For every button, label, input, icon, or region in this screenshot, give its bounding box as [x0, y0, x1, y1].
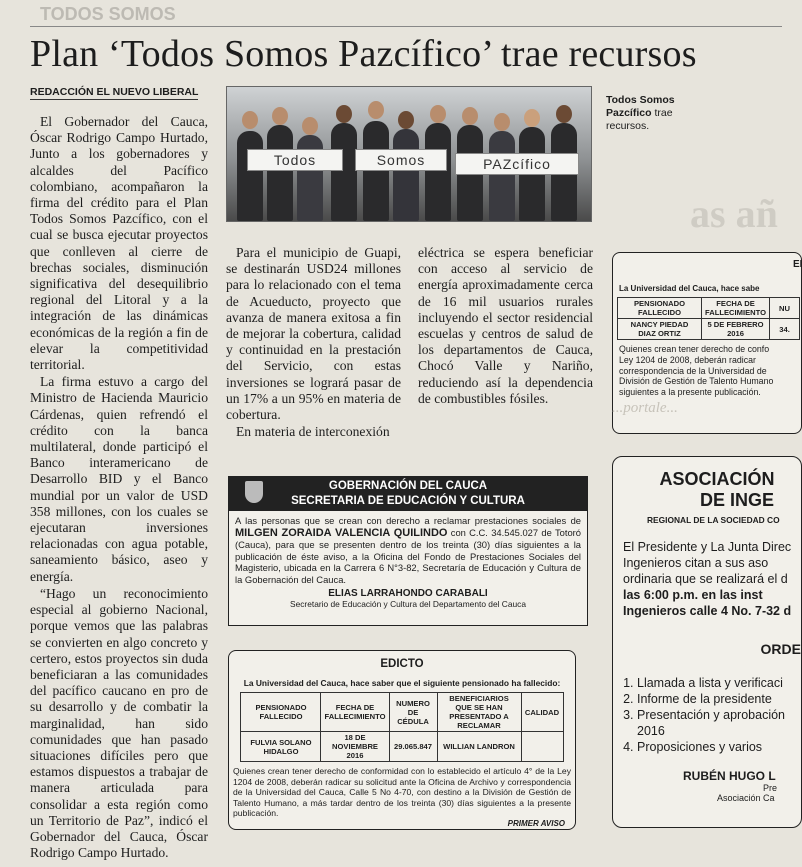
gobernacion-body [229, 511, 587, 585]
asociacion-notice [612, 456, 802, 828]
article-photo [226, 86, 592, 222]
caption-bold: Todos Somos Pazcífico [606, 94, 675, 119]
table-header: PENSIONADO FALLECIDO [618, 298, 702, 319]
right-edicto-line: Ley 1204 de 2008, deberán radicar [619, 354, 756, 365]
asociacion-subtitle: REGIONAL DE LA SOCIEDAD CO [647, 515, 780, 525]
gobernacion-subtitle: SECRETARIA DE EDUCACIÓN Y CULTURA [291, 495, 525, 507]
background-ghost-text: as añ [690, 191, 778, 236]
article-paragraph: El Gobernador del Cauca, Óscar Rodrigo Campo Hurtado, Junto a los gobernadores y alcaldes del Pacífico colombiano, acompañaron la firma del crédito para el Plan Todos Somos Pazcífico, con el cual se busca ejecutar proyectos que conlleven al cierre de brechas sociales, disminución significativa del desequilibrio regional del Litoral y a la integración de las dinámicas económicas de la región a fin de elevar la competitividad territorial. [30, 114, 208, 373]
table-cell: FULVIA SOLANO HIDALGO [241, 732, 321, 762]
gobernacion-name: MILGEN ZORAIDA VALENCIA QUILINDO [235, 526, 448, 539]
gobernacion-title: GOBERNACIÓN DEL CAUCA [328, 480, 488, 492]
article-paragraph: Para el municipio de Guapi, se destinarán USD24 millones para lo relacionado con el tema de Acueducto, proyecto que avanza de manera exitosa a fin de mejorar la cobertura, calidad y continuidad en la prestación del Servicio, con estas inversiones se logrará pasar de un 17% a un 95% en materia de cobertura. [226, 245, 401, 423]
table-cell: NANCY PIEDAD DIAZ ORTIZ [618, 319, 702, 340]
right-edicto-table [617, 297, 800, 340]
asociacion-signer: RUBÉN HUGO L [683, 769, 776, 783]
right-edicto-line: Quienes crean tener derecho de confo [619, 344, 770, 354]
asociacion-line: ordinaria que se realizará el d [623, 572, 788, 586]
gobernacion-signer-role: Secretario de Educación y Cultura del Departamento del Cauca [289, 599, 527, 609]
edicto-notice [228, 650, 576, 830]
table-header: NU [770, 298, 800, 319]
table-cell: 34. [770, 319, 800, 340]
edicto-table [240, 692, 563, 762]
article-column-3 [418, 245, 593, 408]
asociacion-line-bold: las 6:00 p.m. en las inst [623, 588, 763, 602]
list-item: 2. Informe de la presidente [637, 691, 801, 707]
list-item: 3. Presentación y aprobación [637, 707, 801, 723]
article-paragraph: eléctrica se espera beneficiar con acceso al servicio de energía aproximadamente cerca de 16 mil usuarios rurales incluyendo el sector residencial escuelas y centros de salud de los departamentos de Cauca, Chocó Valle y Nariño, reduciendo así la dependencia de combustibles fósiles. [418, 245, 593, 406]
table-header: FECHA DE FALLECIMIENTO [321, 693, 389, 732]
table-header: PENSIONADO FALLECIDO [241, 693, 321, 732]
table-cell: 18 DE NOVIEMBRE 2016 [321, 732, 389, 762]
right-edicto-intro: La Universidad del Cauca, hace sabe [619, 284, 760, 293]
article-paragraph: En materia de interconexión [236, 424, 390, 440]
table-header: BENEFICIARIOS QUE SE HAN PRESENTADO A RECLAMAR [437, 693, 521, 732]
asociacion-role: Pre [763, 783, 778, 793]
photo-caption [606, 94, 696, 133]
shield-icon [245, 481, 263, 503]
list-item-continuation: 2016 [637, 724, 665, 738]
edicto-footer: PRIMER AVISO [507, 818, 565, 828]
table-cell: WILLIAN LANDRON [437, 732, 521, 762]
table-cell [521, 732, 563, 762]
gobernacion-text-a: A las personas que se crean con derecho a reclamar prestaciones sociales de [235, 515, 581, 526]
article-paragraph: La firma estuvo a cargo del Ministro de Hacienda Mauricio Cárdenas, quien refrendó el crédito con la banca multilateral, donde participó el Banco interamericano de Desarrollo BID y el Banco mundial por un valor de USD 358 millones, con los cuales se ejecutaran inversiones relacionadas con agua potable, saneamiento básico, aseo y energía. [30, 374, 208, 584]
photo-banner-somos: Somos [355, 149, 447, 171]
gobernacion-notice [228, 476, 588, 626]
top-rule [30, 26, 782, 27]
table-header: NUMERO DE CÉDULA [389, 693, 437, 732]
article-column-1 [30, 114, 208, 862]
asociacion-line: El Presidente y La Junta Direc [623, 540, 792, 554]
asociacion-title-1: ASOCIACIÓN [659, 469, 775, 489]
table-cell: 29.065.847 [389, 732, 437, 762]
asociacion-orden: ORDE [760, 641, 801, 657]
asociacion-line: Ingenieros citan a sus aso [623, 556, 769, 570]
edicto-title: EDICTO [380, 658, 424, 670]
right-edicto-line: División de Gestión de Talento Humano [619, 376, 774, 387]
photo-banner-todos: Todos [247, 149, 343, 171]
asociacion-title-2: DE INGE [699, 490, 774, 510]
article-column-2 [226, 245, 401, 441]
table-header-row [241, 693, 563, 732]
masthead-ghost: TODOS SOMOS [40, 4, 176, 24]
gobernacion-header [229, 477, 587, 511]
edicto-intro: La Universidad del Cauca, hace saber que el siguiente pensionado ha fallecido: [243, 678, 561, 688]
list-item: 4. Proposiciones y varios [637, 739, 801, 755]
right-edicto-line: correspondencia de la Universidad de [619, 365, 767, 376]
headline: Plan ‘Todos Somos Pazcífico’ trae recursos [30, 33, 697, 75]
asociacion-body [613, 525, 801, 619]
background-ghost-text-2: ...portale... [612, 400, 678, 416]
gobernacion-signer: ELIAS LARRAHONDO CARABALI [328, 588, 488, 599]
caption-rest: trae recursos. [606, 107, 673, 132]
table-cell: 5 DE FEBRERO 2016 [702, 319, 770, 340]
gobernacion-text-b: con C.C. 34.545.027 de Totoró (Cauca), para que se presenten dentro de los treinta (30) días siguientes a la publicación de éste aviso, a la Oficina del Fondo de Prestaciones Sociales del Magisterio, ubicada en la Carrera 6 N°3-82, Secretaría de Educación y Cultura de la Gobernación del Cauca. [235, 526, 581, 585]
table-header-row [618, 298, 800, 319]
table-row [241, 732, 563, 762]
byline: REDACCIÓN EL NUEVO LIBERAL [30, 86, 199, 98]
table-header: CALIDAD [521, 693, 563, 732]
right-edicto-title: EI [793, 259, 802, 270]
table-row [618, 319, 800, 340]
right-edicto-line: siguientes a la presente publicación. [619, 387, 761, 398]
right-edicto-body [613, 340, 801, 398]
edicto-body: Quienes crean tener derecho de conformidad con lo establecido el artículo 4° de la Ley 1204 de 2008, deberán radicar su solicitud ante la Oficina de Archivo y correspondencia de la Universidad del Cauca, Calle 5 No 4-70, con destino a la División de Gestión de Talento Humano, a más tardar dentro de los treinta (30) días siguientes a la presente publicación. [233, 766, 571, 819]
list-item: 1. Llamada a lista y verificaci [637, 675, 801, 691]
asociacion-line-bold: Ingenieros calle 4 No. 7-32 d [623, 604, 792, 618]
asociacion-title [613, 469, 801, 511]
asociacion-role-2: Asociación Ca [717, 793, 775, 803]
asociacion-agenda [613, 675, 801, 755]
photo-banner-pazcifico: PAZcífico [455, 153, 579, 175]
article-paragraph: “Hago un reconocimiento especial al gobierno Nacional, porque vemos que las palabras se convierten en algo concreto y certero, estos proyectos sin duda beneficiaran a las comunidades del pacífico caucano en pro de su desarrollo y de combatir la marginalidad, han sido comunidades que han pasado situaciones difíciles pero que estamos dispuestos a trabajar de manera articulada para consolidar a esta región como un Territorio de Paz”, indicó el Gobernador del Cauca, Óscar Rodrigo Campo Hurtado. [30, 585, 208, 861]
table-header: FECHA DE FALLECIMIENTO [702, 298, 770, 319]
